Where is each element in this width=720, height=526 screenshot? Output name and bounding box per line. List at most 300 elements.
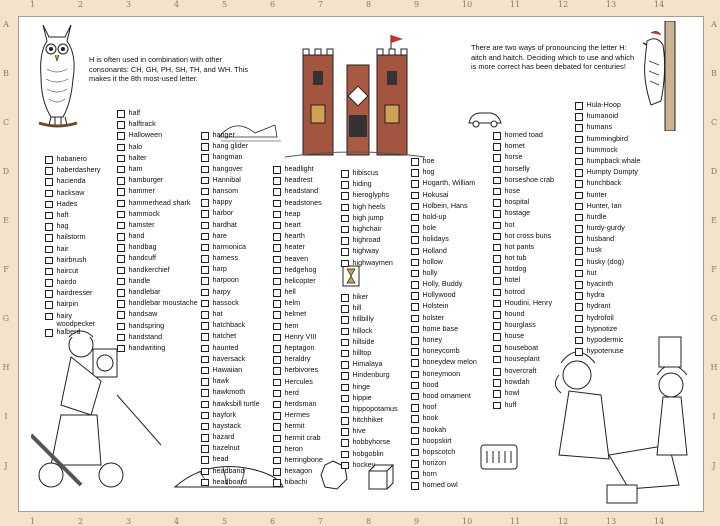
word-checkbox[interactable]	[273, 446, 281, 454]
word-checkbox[interactable]	[273, 300, 281, 308]
word-checkbox[interactable]	[575, 270, 583, 278]
word-item	[45, 328, 103, 339]
word-checkbox[interactable]	[201, 322, 209, 330]
word-item	[45, 233, 103, 244]
word-checkbox[interactable]	[341, 462, 349, 470]
word-label: Houdini, Henry	[504, 297, 553, 307]
word-checkbox[interactable]	[411, 180, 419, 188]
word-label: hound	[504, 309, 525, 318]
word-checkbox[interactable]	[493, 322, 501, 330]
word-checkbox[interactable]	[201, 132, 209, 140]
word-checkbox[interactable]	[201, 233, 209, 241]
word-checkbox[interactable]	[341, 260, 349, 268]
word-checkbox[interactable]	[201, 244, 209, 252]
word-checkbox[interactable]	[201, 266, 209, 274]
word-checkbox[interactable]	[201, 389, 209, 397]
word-checkbox[interactable]	[117, 200, 125, 208]
word-checkbox[interactable]	[493, 356, 501, 364]
word-checkbox[interactable]	[201, 143, 209, 151]
word-checkbox[interactable]	[575, 247, 583, 255]
word-checkbox[interactable]	[411, 382, 419, 390]
word-checkbox[interactable]	[493, 255, 501, 263]
word-checkbox[interactable]	[341, 451, 349, 459]
word-checkbox[interactable]	[201, 445, 209, 453]
word-checkbox[interactable]	[411, 192, 419, 200]
word-checkbox[interactable]	[411, 236, 419, 244]
word-checkbox[interactable]	[411, 158, 419, 166]
word-label: herbivores	[284, 365, 319, 375]
word-item	[575, 202, 640, 213]
word-checkbox[interactable]	[273, 267, 281, 275]
word-checkbox[interactable]	[273, 423, 281, 431]
word-item	[45, 211, 103, 222]
word-checkbox[interactable]	[273, 479, 281, 487]
word-checkbox[interactable]	[411, 460, 419, 468]
word-checkbox[interactable]	[201, 401, 209, 409]
word-checkbox[interactable]	[273, 311, 281, 319]
word-checkbox[interactable]	[341, 339, 349, 347]
word-checkbox[interactable]	[273, 166, 281, 174]
word-checkbox[interactable]	[201, 154, 209, 162]
word-checkbox[interactable]	[273, 177, 281, 185]
word-checkbox[interactable]	[45, 279, 53, 287]
word-checkbox[interactable]	[493, 132, 501, 140]
word-checkbox[interactable]	[411, 427, 419, 435]
word-checkbox[interactable]	[201, 378, 209, 386]
word-checkbox[interactable]	[493, 277, 501, 285]
word-checkbox[interactable]	[201, 333, 209, 341]
word-checkbox[interactable]	[341, 215, 349, 223]
word-checkbox[interactable]	[493, 333, 501, 341]
word-checkbox[interactable]	[273, 390, 281, 398]
word-checkbox[interactable]	[493, 210, 501, 218]
word-label: hypnotize	[586, 323, 618, 333]
word-checkbox[interactable]	[493, 177, 501, 185]
word-checkbox[interactable]	[117, 188, 125, 196]
word-checkbox[interactable]	[493, 402, 501, 410]
word-label: hacksaw	[56, 187, 85, 197]
word-checkbox[interactable]	[273, 356, 281, 364]
word-label: hospital	[504, 197, 530, 207]
puzzle-board	[18, 16, 704, 512]
word-item	[411, 179, 477, 190]
word-label: heron	[284, 443, 303, 453]
word-label: hag	[56, 221, 69, 231]
word-checkbox[interactable]	[493, 300, 501, 308]
word-label: hatchet	[212, 331, 237, 341]
word-item	[341, 259, 393, 270]
word-item	[273, 243, 323, 254]
word-checkbox[interactable]	[341, 372, 349, 380]
word-checkbox[interactable]	[341, 350, 349, 358]
grid-column-label: 3	[126, 0, 132, 9]
word-label: hanger	[212, 130, 235, 139]
word-label: helicopter	[284, 275, 316, 285]
word-checkbox[interactable]	[273, 367, 281, 375]
word-checkbox[interactable]	[45, 246, 53, 254]
word-checkbox[interactable]	[493, 289, 501, 297]
word-checkbox[interactable]	[117, 211, 125, 219]
word-checkbox[interactable]	[273, 211, 281, 219]
word-checkbox[interactable]	[117, 155, 125, 163]
word-checkbox[interactable]	[273, 188, 281, 196]
word-label: hair	[56, 243, 69, 253]
word-checkbox[interactable]	[411, 270, 419, 278]
word-checkbox[interactable]	[273, 412, 281, 420]
word-item	[411, 247, 477, 258]
word-checkbox[interactable]	[575, 348, 583, 356]
word-checkbox[interactable]	[117, 222, 125, 230]
word-checkbox[interactable]	[493, 368, 501, 376]
word-checkbox[interactable]	[117, 334, 125, 342]
word-checkbox[interactable]	[575, 113, 583, 121]
word-checkbox[interactable]	[273, 278, 281, 286]
word-column-8	[575, 101, 640, 358]
word-checkbox[interactable]	[117, 289, 125, 297]
word-checkbox[interactable]	[575, 303, 583, 311]
word-checkbox[interactable]	[411, 315, 419, 323]
word-label: helmet	[284, 309, 307, 319]
word-checkbox[interactable]	[493, 266, 501, 274]
word-label: hammock	[128, 208, 160, 218]
word-checkbox[interactable]	[201, 345, 209, 353]
word-checkbox[interactable]	[45, 257, 53, 265]
word-checkbox[interactable]	[45, 268, 53, 276]
word-checkbox[interactable]	[273, 233, 281, 241]
word-checkbox[interactable]	[341, 417, 349, 425]
word-checkbox[interactable]	[117, 278, 125, 286]
word-label: hopscotch	[422, 446, 456, 456]
word-checkbox[interactable]	[45, 167, 53, 175]
word-checkbox[interactable]	[575, 292, 583, 300]
word-checkbox[interactable]	[341, 361, 349, 369]
word-checkbox[interactable]	[575, 225, 583, 233]
word-checkbox[interactable]	[201, 479, 209, 487]
word-item	[493, 265, 554, 276]
word-checkbox[interactable]	[45, 178, 53, 186]
word-label: headstones	[284, 197, 322, 207]
word-checkbox[interactable]	[493, 154, 501, 162]
word-checkbox[interactable]	[201, 300, 209, 308]
word-label: halberd	[56, 327, 81, 337]
word-checkbox[interactable]	[117, 300, 125, 308]
word-checkbox[interactable]	[411, 326, 419, 334]
word-checkbox[interactable]	[575, 102, 583, 110]
word-checkbox[interactable]	[493, 345, 501, 353]
word-checkbox[interactable]	[411, 225, 419, 233]
word-checkbox[interactable]	[117, 244, 125, 252]
word-checkbox[interactable]	[493, 199, 501, 207]
word-label: handkerchief	[128, 264, 170, 274]
word-item	[411, 459, 477, 470]
grid-row-label: F	[3, 265, 9, 274]
word-checkbox[interactable]	[411, 169, 419, 177]
word-label: highway	[352, 246, 379, 256]
word-checkbox[interactable]	[201, 311, 209, 319]
word-checkbox[interactable]	[273, 468, 281, 476]
word-item	[45, 200, 103, 211]
word-item	[201, 276, 260, 287]
word-checkbox[interactable]	[201, 412, 209, 420]
word-checkbox[interactable]	[117, 144, 125, 152]
word-checkbox[interactable]	[493, 166, 501, 174]
word-label: haversack	[212, 353, 246, 363]
word-checkbox[interactable]	[575, 169, 583, 177]
word-label: hexagon	[284, 466, 313, 476]
word-label: hurdle	[586, 211, 607, 221]
word-label: hobbyhorse	[352, 437, 391, 447]
word-checkbox[interactable]	[201, 356, 209, 364]
word-checkbox[interactable]	[273, 256, 281, 264]
word-checkbox[interactable]	[117, 233, 125, 241]
word-checkbox[interactable]	[117, 267, 125, 275]
word-label: houseplant	[504, 353, 540, 363]
word-item	[411, 392, 477, 403]
word-checkbox[interactable]	[273, 334, 281, 342]
word-label: home base	[422, 323, 459, 333]
word-checkbox[interactable]	[411, 337, 419, 345]
word-label: hermit	[284, 421, 305, 431]
word-checkbox[interactable]	[411, 438, 419, 446]
word-checkbox[interactable]	[201, 367, 209, 375]
word-checkbox[interactable]	[341, 395, 349, 403]
word-label: hurdy-gurdy	[586, 223, 625, 233]
word-checkbox[interactable]	[575, 281, 583, 289]
word-item	[493, 176, 554, 187]
word-checkbox[interactable]	[341, 192, 349, 200]
word-checkbox[interactable]	[341, 384, 349, 392]
word-checkbox[interactable]	[117, 110, 125, 118]
word-checkbox[interactable]	[45, 329, 53, 337]
word-checkbox[interactable]	[273, 435, 281, 443]
word-checkbox[interactable]	[201, 289, 209, 297]
word-checkbox[interactable]	[411, 359, 419, 367]
word-label: horse	[504, 152, 523, 162]
word-checkbox[interactable]	[493, 222, 501, 230]
word-item	[341, 383, 398, 394]
word-item	[341, 371, 398, 382]
word-checkbox[interactable]	[341, 406, 349, 414]
word-checkbox[interactable]	[45, 190, 53, 198]
word-checkbox[interactable]	[493, 379, 501, 387]
word-item	[411, 302, 477, 313]
word-label: hood	[422, 379, 439, 389]
word-checkbox[interactable]	[493, 244, 501, 252]
word-checkbox[interactable]	[341, 439, 349, 447]
word-checkbox[interactable]	[411, 248, 419, 256]
word-checkbox[interactable]	[201, 177, 209, 185]
grid-row-label: B	[711, 69, 717, 78]
word-label: Henry VIII	[284, 331, 317, 341]
word-label: honeydew melon	[422, 357, 477, 367]
word-checkbox[interactable]	[341, 170, 349, 178]
word-label: habanero	[56, 154, 87, 163]
word-checkbox[interactable]	[341, 305, 349, 313]
word-checkbox[interactable]	[273, 222, 281, 230]
word-checkbox[interactable]	[45, 156, 53, 164]
word-checkbox[interactable]	[117, 132, 125, 140]
word-label: handlebar moustache	[128, 298, 198, 308]
word-label: hole	[422, 223, 437, 233]
word-checkbox[interactable]	[201, 222, 209, 230]
word-checkbox[interactable]	[493, 311, 501, 319]
word-checkbox[interactable]	[493, 390, 501, 398]
word-item	[45, 245, 103, 256]
word-checkbox[interactable]	[273, 200, 281, 208]
word-checkbox[interactable]	[411, 259, 419, 267]
word-checkbox[interactable]	[575, 337, 583, 345]
word-checkbox[interactable]	[341, 316, 349, 324]
word-label: hamburger	[128, 175, 164, 185]
word-label: hunchback	[586, 178, 622, 188]
word-checkbox[interactable]	[493, 188, 501, 196]
word-label: humpback whale	[586, 155, 641, 165]
word-checkbox[interactable]	[45, 212, 53, 220]
word-checkbox[interactable]	[493, 233, 501, 241]
word-label: hatchback	[212, 320, 246, 330]
word-checkbox[interactable]	[493, 143, 501, 151]
word-checkbox[interactable]	[45, 223, 53, 231]
word-checkbox[interactable]	[341, 428, 349, 436]
word-label: Hula-Hoop	[586, 100, 621, 109]
word-label: headboard	[212, 476, 247, 486]
word-checkbox[interactable]	[341, 237, 349, 245]
word-checkbox[interactable]	[411, 281, 419, 289]
word-item	[117, 131, 198, 142]
word-column-2	[117, 109, 198, 355]
word-checkbox[interactable]	[201, 456, 209, 464]
word-label: horseshoe crab	[504, 174, 555, 184]
word-checkbox[interactable]	[201, 199, 209, 207]
word-checkbox[interactable]	[575, 136, 583, 144]
word-item	[493, 221, 554, 232]
word-checkbox[interactable]	[201, 434, 209, 442]
grid-column-label: 10	[462, 517, 473, 526]
grid-row-label: G	[2, 314, 10, 323]
word-label: hill	[352, 303, 362, 313]
word-checkbox[interactable]	[273, 401, 281, 409]
word-checkbox[interactable]	[201, 166, 209, 174]
word-label: haberdashery	[56, 165, 101, 175]
word-checkbox[interactable]	[341, 181, 349, 189]
word-checkbox[interactable]	[201, 210, 209, 218]
word-checkbox[interactable]	[45, 290, 53, 298]
word-checkbox[interactable]	[575, 192, 583, 200]
word-checkbox[interactable]	[45, 234, 53, 242]
word-checkbox[interactable]	[273, 244, 281, 252]
word-checkbox[interactable]	[117, 311, 125, 319]
word-checkbox[interactable]	[117, 255, 125, 263]
word-checkbox[interactable]	[273, 289, 281, 297]
word-checkbox[interactable]	[411, 471, 419, 479]
word-checkbox[interactable]	[45, 201, 53, 209]
word-item	[411, 358, 477, 369]
word-label: hippopotamus	[352, 403, 398, 413]
word-label: horned owl	[422, 480, 458, 490]
word-checkbox[interactable]	[575, 124, 583, 132]
word-checkbox[interactable]	[575, 214, 583, 222]
word-checkbox[interactable]	[273, 457, 281, 465]
word-checkbox[interactable]	[411, 303, 419, 311]
word-label: hobgoblin	[352, 448, 384, 458]
word-label: hood ornament	[422, 390, 471, 400]
word-checkbox[interactable]	[411, 292, 419, 300]
grid-column-label: 12	[558, 517, 569, 526]
word-checkbox[interactable]	[411, 449, 419, 457]
word-label: high jump	[352, 212, 384, 222]
word-checkbox[interactable]	[273, 323, 281, 331]
word-checkbox[interactable]	[411, 393, 419, 401]
word-checkbox[interactable]	[411, 348, 419, 356]
word-checkbox[interactable]	[45, 313, 53, 321]
word-checkbox[interactable]	[341, 204, 349, 212]
word-checkbox[interactable]	[201, 255, 209, 263]
word-item	[201, 388, 260, 399]
word-label: hockey	[352, 459, 376, 469]
word-label: hillock	[352, 325, 373, 335]
word-checkbox[interactable]	[273, 345, 281, 353]
word-column-5b	[341, 293, 398, 472]
word-label: hummock	[586, 144, 618, 154]
word-checkbox[interactable]	[341, 294, 349, 302]
word-checkbox[interactable]	[575, 315, 583, 323]
word-label: horizon	[422, 458, 447, 468]
grid-row-label: A	[3, 20, 9, 29]
word-checkbox[interactable]	[575, 203, 583, 211]
word-checkbox[interactable]	[341, 248, 349, 256]
word-checkbox[interactable]	[117, 345, 125, 353]
word-label: hell	[284, 287, 296, 297]
word-checkbox[interactable]	[201, 423, 209, 431]
word-checkbox[interactable]	[117, 121, 125, 129]
word-checkbox[interactable]	[341, 226, 349, 234]
word-label: half	[128, 108, 141, 117]
word-checkbox[interactable]	[411, 404, 419, 412]
word-checkbox[interactable]	[411, 214, 419, 222]
word-label: highwaymen	[352, 257, 393, 267]
word-item	[273, 187, 323, 198]
word-item	[411, 258, 477, 269]
word-checkbox[interactable]	[575, 236, 583, 244]
grid-row-label: C	[710, 118, 718, 127]
word-checkbox[interactable]	[575, 158, 583, 166]
word-checkbox[interactable]	[201, 277, 209, 285]
word-checkbox[interactable]	[411, 482, 419, 490]
word-checkbox[interactable]	[575, 147, 583, 155]
grid-column-label: 8	[366, 0, 372, 9]
word-checkbox[interactable]	[575, 326, 583, 334]
grid-row-label: J	[4, 461, 8, 470]
word-checkbox[interactable]	[201, 188, 209, 196]
word-checkbox[interactable]	[575, 259, 583, 267]
word-column-5a	[341, 169, 393, 270]
word-checkbox[interactable]	[411, 203, 419, 211]
word-checkbox[interactable]	[273, 379, 281, 387]
word-checkbox[interactable]	[341, 328, 349, 336]
word-checkbox[interactable]	[201, 468, 209, 476]
word-label: hook	[422, 413, 439, 423]
word-checkbox[interactable]	[117, 323, 125, 331]
word-checkbox[interactable]	[575, 180, 583, 188]
word-label: hotdog	[504, 264, 527, 274]
word-label: hazelnut	[212, 443, 240, 453]
word-checkbox[interactable]	[45, 301, 53, 309]
word-checkbox[interactable]	[117, 177, 125, 185]
word-checkbox[interactable]	[117, 166, 125, 174]
word-label: hearth	[284, 231, 305, 241]
word-checkbox[interactable]	[411, 371, 419, 379]
word-checkbox[interactable]	[411, 415, 419, 423]
